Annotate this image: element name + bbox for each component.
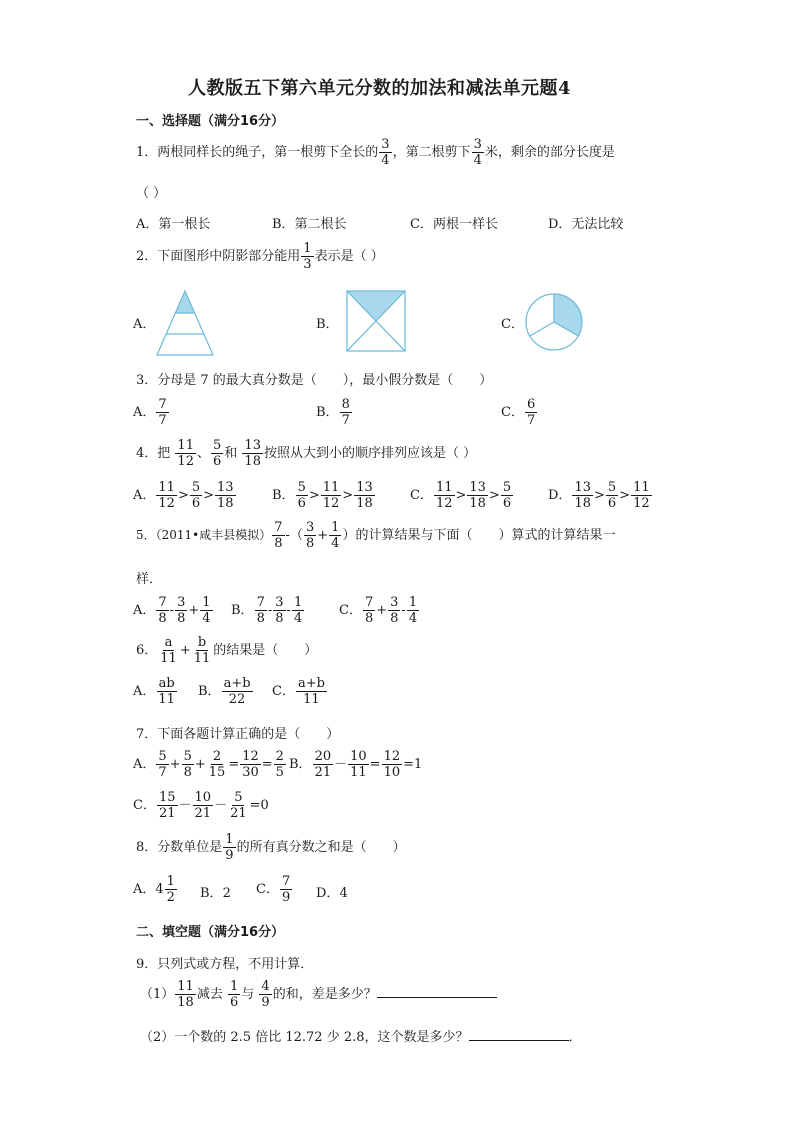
fraction: $\frac{13}{18}$ — [356, 480, 373, 511]
plus-sign: + — [188, 603, 200, 618]
option-label: C． — [133, 798, 156, 813]
q7-option-a[interactable] — [133, 750, 287, 779]
plus-sign: + — [317, 528, 329, 543]
q5-option-a[interactable] — [133, 596, 214, 625]
section-fill-heading: 二、填空题（满分16分） — [136, 925, 285, 940]
q9-p1-text-b: 减去 — [196, 987, 223, 1002]
option-label: A． — [133, 684, 156, 699]
equation-tail: =1 — [403, 757, 423, 772]
q3-option-b[interactable] — [316, 398, 353, 427]
option-label: B． — [272, 488, 295, 503]
fraction: $\frac{1}{4}$ — [331, 520, 340, 551]
q4-option-b[interactable] — [272, 481, 376, 510]
q4-option-a[interactable] — [133, 481, 237, 510]
fraction: $\frac{3}{8}$ — [390, 595, 399, 626]
q8-option-c[interactable] — [256, 875, 293, 904]
fraction: $\frac{15}{21}$ — [158, 790, 176, 821]
question-2 — [136, 242, 384, 271]
right-paren: ） — [342, 528, 356, 543]
question-8 — [136, 833, 406, 862]
triangle-figure[interactable] — [155, 289, 215, 357]
option-label: C． — [256, 882, 279, 897]
option-label: A． — [133, 405, 156, 420]
fraction: $\frac{5}{8}$ — [183, 749, 192, 780]
equals-sign: = — [228, 757, 240, 772]
q9-p1-text-c: 与 — [241, 987, 255, 1002]
fraction: $\frac{5}{6}$ — [191, 480, 201, 511]
option-label: B． — [198, 684, 221, 699]
minus-sign: - — [169, 603, 175, 618]
q1-paren: （ ） — [136, 186, 167, 201]
q1-option-a[interactable]: A．第一根长 — [136, 217, 211, 232]
q5-option-c[interactable] — [339, 596, 420, 625]
q2-option-c-label[interactable]: C． — [501, 317, 524, 332]
answer-blank[interactable] — [377, 997, 497, 998]
minus-sign: － — [214, 798, 228, 813]
fraction: $\frac{5}{6}$ — [502, 480, 512, 511]
greater-than: > — [455, 488, 467, 503]
option-label: C． — [272, 684, 295, 699]
q4-option-c[interactable] — [410, 481, 514, 510]
fraction: $\frac{a+b}{22}$ — [223, 676, 251, 707]
q5-text-c: 样． — [136, 572, 163, 587]
q5-text-a: 5．（2011•咸丰县模拟） — [136, 528, 272, 542]
part-number: （1） — [140, 987, 175, 1002]
fraction: $\frac{1}{4}$ — [408, 595, 418, 626]
fraction: $\frac{1}{4}$ — [202, 595, 211, 626]
fraction: $\frac{ab}{11}$ — [158, 676, 175, 707]
fraction: $\frac{3}{4}$ — [473, 137, 482, 168]
separator: 、 — [196, 446, 210, 461]
option-label: C． — [410, 488, 433, 503]
equation-tail: =0 — [249, 798, 269, 813]
fraction: $\frac{2}{5}$ — [275, 749, 284, 780]
option-value: 4 — [339, 886, 348, 901]
option-label: A． — [133, 603, 156, 618]
fraction: $\frac{1}{9}$ — [225, 832, 234, 863]
question-number: 6． — [136, 643, 158, 658]
option-label: D． — [316, 886, 340, 901]
q1-text-b: ，第二根剪下 — [392, 145, 471, 160]
fraction: $\frac{3}{8}$ — [305, 520, 315, 551]
triangle-shaded-top — [175, 291, 195, 313]
question-6 — [136, 636, 317, 665]
q4-text-a: 4．把 — [136, 446, 171, 461]
fraction: $\frac{11}{12}$ — [435, 480, 453, 511]
greater-than: > — [203, 488, 215, 503]
greater-than: > — [308, 488, 320, 503]
greater-than: > — [342, 488, 354, 503]
option-label: A． — [133, 882, 156, 897]
minus-sign: - — [285, 528, 290, 543]
q1-text-c: 米，剩余的部分长度是 — [484, 145, 615, 160]
fraction: $\frac{7}{7}$ — [158, 397, 167, 428]
fraction: $\frac{11}{12}$ — [322, 480, 340, 511]
greater-than: > — [593, 488, 605, 503]
fraction: $\frac{8}{7}$ — [341, 397, 350, 428]
option-value: 2 — [222, 886, 231, 901]
equals-sign: = — [261, 757, 273, 772]
question-7: 7．下面各题计算正确的是（ ） — [136, 727, 340, 742]
fraction: $\frac{7}{8}$ — [158, 595, 167, 626]
q4-option-d[interactable] — [548, 481, 653, 510]
fraction: $\frac{1}{3}$ — [303, 241, 312, 272]
fraction: $\frac{2}{15}$ — [208, 749, 226, 780]
fraction: $\frac{3}{8}$ — [275, 595, 284, 626]
equals-sign: = — [369, 757, 381, 772]
question-1 — [136, 138, 615, 167]
q6-option-b[interactable] — [198, 677, 254, 706]
q2-text-a: 2．下面图形中阴影部分能用 — [136, 249, 301, 264]
fraction: $\frac{5}{21}$ — [230, 790, 247, 821]
q6-option-a[interactable] — [133, 677, 178, 706]
q3-option-c[interactable] — [501, 398, 538, 427]
fraction: $\frac{5}{6}$ — [212, 438, 222, 469]
q1-option-b[interactable]: B．第二根长 — [272, 217, 347, 232]
plus-sign: + — [194, 757, 206, 772]
minus-sign: - — [286, 603, 291, 618]
greater-than: > — [488, 488, 500, 503]
option-label: A． — [133, 488, 156, 503]
conjunction: 和 — [224, 446, 238, 461]
option-label: B． — [289, 757, 312, 772]
minus-sign: － — [178, 798, 192, 813]
fraction: $\frac{10}{11}$ — [350, 749, 367, 780]
page-title: 人教版五下第六单元分数的加法和减法单元题4 — [188, 78, 572, 99]
plus-sign: + — [179, 643, 191, 658]
section-choice-heading: 一、选择题（满分16分） — [136, 114, 285, 129]
q9-part-1 — [140, 980, 497, 1009]
left-paren: （ — [289, 528, 303, 543]
fraction: $\frac{5}{6}$ — [297, 480, 306, 511]
q8-option-b[interactable] — [200, 882, 231, 901]
plus-sign: + — [376, 603, 388, 618]
option-label: C． — [339, 603, 362, 618]
greater-than: > — [619, 488, 631, 503]
fraction: $\frac{11}{12}$ — [177, 438, 194, 469]
question-4 — [136, 439, 476, 468]
fraction: $\frac{11}{18}$ — [177, 979, 194, 1010]
fraction: $\frac{11}{12}$ — [158, 480, 175, 511]
fraction: $\frac{20}{21}$ — [314, 749, 332, 780]
fraction: $\frac{12}{10}$ — [383, 749, 401, 780]
answer-blank[interactable] — [469, 1027, 569, 1041]
q8-option-d[interactable] — [316, 882, 348, 901]
fraction: $\frac{b}{11}$ — [193, 635, 211, 666]
q3-option-a[interactable] — [133, 398, 170, 427]
q2-text-b: 表示是（ ） — [314, 249, 384, 264]
fraction: $\frac{6}{7}$ — [526, 397, 536, 428]
greater-than: > — [177, 488, 189, 503]
q1-option-d[interactable]: D．无法比较 — [548, 217, 624, 232]
q7-option-b[interactable] — [289, 750, 422, 779]
option-label: A． — [133, 757, 156, 772]
option-label: B． — [200, 886, 223, 901]
fraction: $\frac{10}{21}$ — [194, 790, 212, 821]
square-shaded-top — [347, 291, 405, 321]
fraction: $\frac{12}{30}$ — [242, 749, 259, 780]
option-label: B． — [231, 603, 254, 618]
fraction: $\frac{7}{8}$ — [364, 595, 374, 626]
square-figure[interactable] — [346, 290, 406, 352]
q8-text-b: 的所有真分数之和是（ ） — [236, 840, 406, 855]
minus-sign: - — [267, 603, 273, 618]
question-5 — [136, 521, 615, 550]
fraction: $\frac{5}{6}$ — [607, 480, 617, 511]
q9-part-2 — [140, 1026, 582, 1045]
q1-option-c[interactable]: C．两根一样长 — [410, 217, 498, 232]
fraction: $\frac{5}{7}$ — [158, 749, 167, 780]
q9-p2-end: ． — [568, 1030, 582, 1045]
q9-p2-text: （2）一个数的 2.5 倍比 12.72 少 2.8，这个数是多少？ — [140, 1030, 469, 1045]
q6-option-c[interactable] — [272, 677, 328, 706]
circle-radius-3 — [530, 322, 554, 336]
minus-sign: － — [334, 757, 348, 772]
q2-option-a-label[interactable]: A． — [133, 317, 156, 332]
fraction: $\frac{3}{8}$ — [177, 595, 186, 626]
fraction: $\frac{7}{8}$ — [256, 595, 265, 626]
fraction: $\frac{4}{9}$ — [261, 979, 270, 1010]
fraction: $\frac{13}{18}$ — [469, 480, 486, 511]
option-label: D． — [548, 488, 572, 503]
q5-option-b[interactable] — [231, 596, 305, 625]
fraction: $\frac{7}{9}$ — [281, 874, 291, 905]
q1-text-a: 1．两根同样长的绳子，第一根剪下全长的 — [136, 145, 379, 160]
minus-sign: - — [401, 603, 406, 618]
q8-option-a[interactable] — [133, 875, 178, 904]
fraction: $\frac{3}{4}$ — [381, 137, 390, 168]
fraction: $\frac{7}{8}$ — [274, 520, 283, 551]
mixed-whole: 4 — [155, 882, 164, 897]
q9-p1-text-d: 的和，差是多少？ — [272, 987, 377, 1002]
fraction: $\frac{11}{12}$ — [633, 480, 650, 511]
fraction: $\frac{1}{4}$ — [293, 595, 303, 626]
fraction: $\frac{13}{18}$ — [574, 480, 591, 511]
fraction: $\frac{a}{11}$ — [160, 635, 177, 666]
q4-text-b: 按照从大到小的顺序排列应该是（ ） — [263, 446, 477, 461]
fraction: $\frac{1}{6}$ — [229, 979, 239, 1010]
fraction: $\frac{a+b}{11}$ — [297, 676, 325, 707]
plus-sign: + — [169, 757, 181, 772]
circle-figure[interactable] — [524, 292, 584, 352]
fraction: $\frac{1}{2}$ — [166, 874, 175, 905]
option-label: B． — [316, 405, 339, 420]
question-3: 3．分母是 7 的最大真分数是（ ），最小假分数是（ ） — [136, 373, 493, 388]
option-label: C． — [501, 405, 524, 420]
q5-text-b: 的计算结果与下面（ ）算式的计算结果一 — [355, 528, 616, 543]
fraction: $\frac{13}{18}$ — [244, 438, 261, 469]
q8-text-a: 8．分数单位是 — [136, 840, 223, 855]
question-9: 9．只列式或方程，不用计算． — [136, 957, 314, 972]
fraction: $\frac{13}{18}$ — [217, 480, 234, 511]
q2-option-b-label[interactable]: B． — [316, 317, 339, 332]
q7-option-c[interactable] — [133, 791, 269, 820]
q6-text: 的结果是（ ） — [213, 643, 318, 658]
